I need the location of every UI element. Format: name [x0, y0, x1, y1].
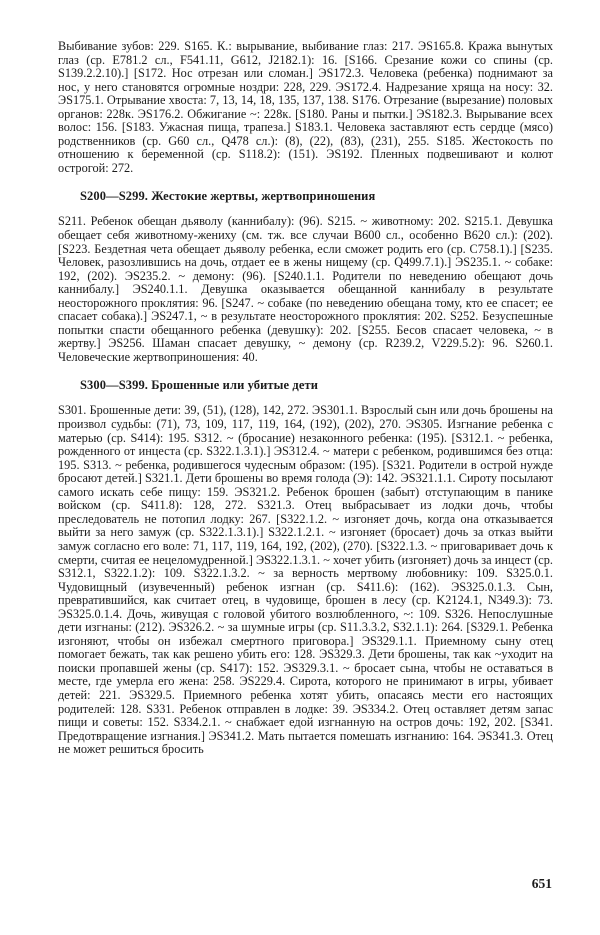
section-paragraph-s300: S301. Брошенные дети: 39, (51), (128), 142, 272. ЭS301.1. Взрослый сын или дочь брошены на произвол судьбы: (71), 73, 109, 117, 119, 164, (192), (202), 270. ЭS305. Изгнание ребенка с матерью (ср. S414): 195. S312. ~ (бросание) незаконного ребенка: (195). [S312.1. ~ ребенка, рожденного от инцеста (ср. S322.1.3.1).] ЭS312.4. ~ матери с ребенком, родившимся без отца: 195. S313. ~ ребенка, родившегося чудесным образом: (195). [S321. Родители в острой нужде бросают детей.] S321.1. Дети брошены во время голода (Э): 142. ЭS321.1.1. Сироту посылают самого искать себе пищу: 159. ЭS321.2. Ребенок брошен (забыт) отступающим в панике войском (ср. S411.8): 128, 272. S321.3. Отец выбрасывает из лодки дочь, чтобы преследователь не потопил лодку: 267. [S322.1.2. ~ изгоняет дочь, когда она отказывается выйти за него замуж (ср. S322.1.3.1).] S322.1.2.1. ~ изгоняет (бросает) дочь за отказ выйти замуж согласно его воле: 71, 117, 119, 164, 192, (202), (270). [S322.1.3. ~ приговаривает дочь к смерти, считая ее нецеломудренной.] ЭS322.1.3.1. ~ хочет убить (изгоняет) дочь за инцест (ср. S312.1, S322.1.2): 109. S322.1.3.2. ~ за верность мертвому любовнику: 109. S325.0.1. Чудовищный (изувеченный) ребенок изгнан (ср. S411.6): (162). ЭS325.0.1.3. Сын, превратившийся, как считает отец, в чудовище, брошен в лесу (ср. K2124.1, N349.3): 73. ЭS325.0.1.4. Дочь, живущая с головой убитого возлюбленного, ~: 109. S326. Непослушные дети изгнаны: (212). ЭS326.2. ~ за шумные игры (ср. S11.3.3.2, S32.1.1): 264. [S329.1. Ребенка изгоняют, чтобы он избежал смертного приговора.] ЭS329.1.1. Приемному сыну отец помогает бежать, так как решено убить его: 128. ЭS329.3. Дети брошены, так как ~уходит на поиски пропавшей жены (ср. S417): 152. ЭS329.3.1. ~ бросает сына, чтобы не оставаться в месте, где умерла его жена: 258. ЭS229.4. Сирота, которого не принимают в игры, убивает детей: 221. ЭS329.5. Приемного ребенка хотят убить, опасаясь мести его настоящих родителей: 128. S331. Ребенок отправлен в лодке: 39. ЭS334.2. Отец оставляет детям запас пищи и советы: 152. S334.2.1. ~ снабжает едой изгнанную на остров дочь: 192, 202. [S341. Предотвращение изгнания.] ЭS341.2. Мать пытается помешать изгнанию: 164. ЭS341.3. Отец не может решиться бросить — [58, 403, 553, 757]
section-heading-s200: S200—S299. Жестокие жертвы, жертвоприношения — [80, 189, 376, 204]
section-heading-s300: S300—S399. Брошенные или убитые дети — [80, 378, 319, 393]
section-paragraph-s200: S211. Ребенок обещан дьяволу (каннибалу): (96). S215. ~ животному: 202. S215.1. Девушка обещает себя животному-жениху (см. тж. все случаи В600 сл., особенно В620 сл.): (202). [S223. Бездетная чета обещает дьяволу ребенка, если сможет родить его (ср. С758.1).] [S235. Человек, разозлившись на дочь, отдает ее в жены нищему (ср. Q499.7.1).] ЭS235.1. ~ собаке: 192, (202). ЭS235.2. ~ демону: (96). [S240.1.1. Родители по неведению обещают дочь каннибалу.] ЭS240.1.1. Девушка оказывается обещанной каннибалу в результате неосторожного проклятия: 96. [S247. ~ собаке (по неведению обещана тому, кто ее спасет; ее спасает собака).] ЭS247.1, ~ в результате неосторожного проклятия: 202. S252. Безуспешные попытки спасти обещанного ребенка (девушку): 202. [S255. Бесов спасает человека, ~ в жертву.] ЭS256. Шаман спасает девушку, ~ демону (ср. R239.2, V229.5.2): 96. S260.1. Человеческие жертвоприношения: 40. — [58, 214, 553, 364]
page-number: 651 — [531, 876, 552, 891]
intro-paragraph: Выбивание зубов: 229. S165. К.: вырывание, выбивание глаз: 217. ЭS165.8. Кража вынутых глаз (ср. Е781.2 сл., F541.11, G612, J2182.1): 16. [S166. Срезание кожи со спины (ср. S139.2.2.10).] [S172. Нос отрезан или сломан.] ЭS172.3. Человека (ребенка) поднимают за нос, у него становятся огромные ноздри: 228, 229. ЭS172.4. Надрезание хряща на носу: 32. ЭS175.1. Отрывание хвоста: 7, 13, 14, 18, 135, 137, 138. S176. Отрезание (вырезание) половых органов: 228к. ЭS176.2. Обжигание ~: 228к. [S180. Раны и пытки.] ЭS182.3. Вырывание всех волос: 156. [S183. Ужасная пища, трапеза.] S183.1. Человека заставляют есть сердце (мясо) родственников (ср. G60 сл., Q478 сл.): (8), (22), (83), (231), 255. S185. Жестокость по отношению к беременной (ср. S118.2): (151). ЭS192. Пленных подвешивают и колют острогой: 272. — [58, 39, 553, 175]
